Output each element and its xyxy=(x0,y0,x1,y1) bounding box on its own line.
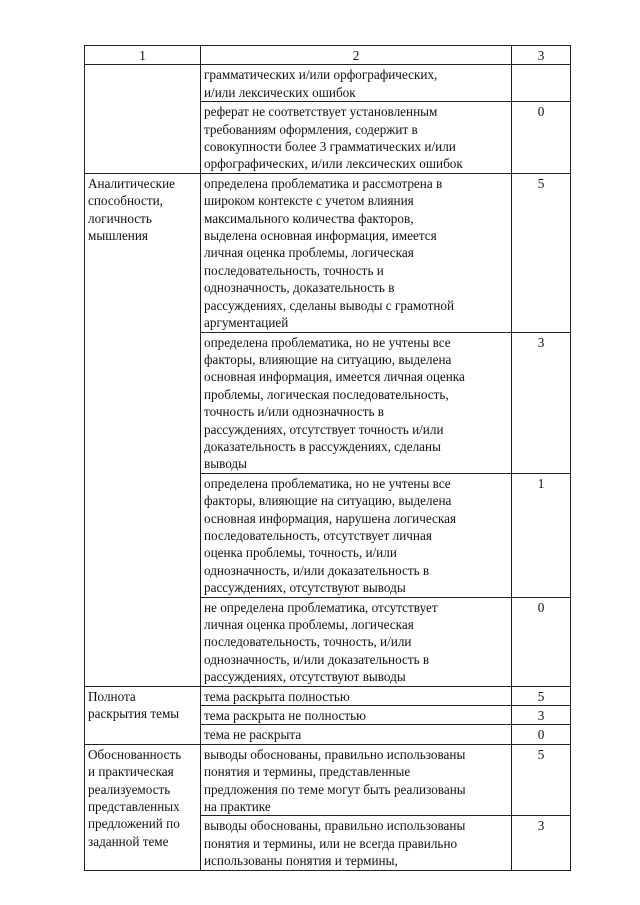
score-cell: 0 xyxy=(512,102,571,174)
criterion-text: Обоснованность и практическая реализуемость представленных предложений по заданной теме xyxy=(88,746,182,849)
description-text: тема не раскрыта xyxy=(204,727,302,743)
score-cell: 3 xyxy=(512,706,571,725)
description-cell xyxy=(201,597,512,686)
description-text: тема раскрыта полностью xyxy=(204,688,350,704)
description-cell xyxy=(201,332,512,473)
header-col-3: 3 xyxy=(512,46,571,65)
score-cell: 5 xyxy=(512,686,571,705)
criterion-cell xyxy=(85,65,201,173)
description-cell xyxy=(201,744,512,816)
criterion-cell xyxy=(85,686,201,744)
description-cell xyxy=(201,173,512,332)
description-cell xyxy=(201,102,512,174)
description-text: тема раскрыта не полностью xyxy=(204,708,366,724)
description-text: выводы обоснованы, правильно использованы понятия и термины, или не всегда правильно использованы понятия и термины, xyxy=(204,818,466,869)
description-cell xyxy=(201,686,512,705)
criterion-cell xyxy=(85,744,201,870)
criterion-text: Полнота раскрытия темы xyxy=(88,688,180,722)
score-cell: 5 xyxy=(512,173,571,332)
score-cell: 0 xyxy=(512,725,571,744)
score-cell: 0 xyxy=(512,597,571,686)
score-cell: 1 xyxy=(512,473,571,597)
description-cell xyxy=(201,706,512,725)
score-cell: 3 xyxy=(512,816,571,870)
description-cell xyxy=(201,725,512,744)
description-cell xyxy=(201,65,512,102)
table-row xyxy=(85,744,571,816)
criterion-cell xyxy=(85,173,201,686)
description-cell xyxy=(201,816,512,870)
table-row xyxy=(85,65,571,102)
description-text: грамматических и/или орфографических, и/или лексических ошибок xyxy=(204,67,438,100)
table-row xyxy=(85,686,571,705)
description-text: выводы обоснованы, правильно использованы понятия и термины, представленные предложения по теме могут быть реализованы на практике xyxy=(204,746,466,815)
description-text: определена проблематика, но не учтены все факторы, влияющие на ситуацию, выделена основная информация, нарушена логическая последовательность, отсутствует личная оценка проблемы, точность, и/или однозначность, и/или доказательность в рассуждениях, отсутствуют выводы xyxy=(204,475,457,596)
score-cell: 5 xyxy=(512,744,571,816)
header-row xyxy=(85,46,571,65)
criterion-text: Аналитические способности, логичность мышления xyxy=(88,175,175,244)
description-text: реферат не соответствует установленным требованиям оформления, содержит в совокупности более 3 грамматических и/или орфографических, и/или лексических ошибок xyxy=(204,104,463,172)
header-col-1: 1 xyxy=(85,46,201,65)
score-cell: 3 xyxy=(512,332,571,473)
criteria-table xyxy=(84,45,571,871)
description-text: определена проблематика, но не учтены все факторы, влияющие на ситуацию, выделена основная информация, имеется личная оценка проблемы, логическая последовательность, точность и/или однозначность в рассуждениях, отсутствует точность и/или доказательность в рассуждениях, сделаны выводы xyxy=(204,334,465,472)
header-col-2: 2 xyxy=(201,46,512,65)
description-cell xyxy=(201,473,512,597)
description-text: определена проблематика и рассмотрена в широком контексте с учетом влияния максимального количества факторов, выделена основная информация, имеется личная оценка проблемы, логическая последовательность, точность и однозначность, доказательность в рассуждениях, сделаны выводы с грамотной аргументацией xyxy=(204,175,455,331)
description-text: не определена проблематика, отсутствует личная оценка проблемы, логическая последовательность, точность, и/или однозначность, и/или доказательность в рассуждениях, отсутствуют выводы xyxy=(204,599,438,685)
score-cell xyxy=(512,65,571,102)
table-row xyxy=(85,173,571,332)
